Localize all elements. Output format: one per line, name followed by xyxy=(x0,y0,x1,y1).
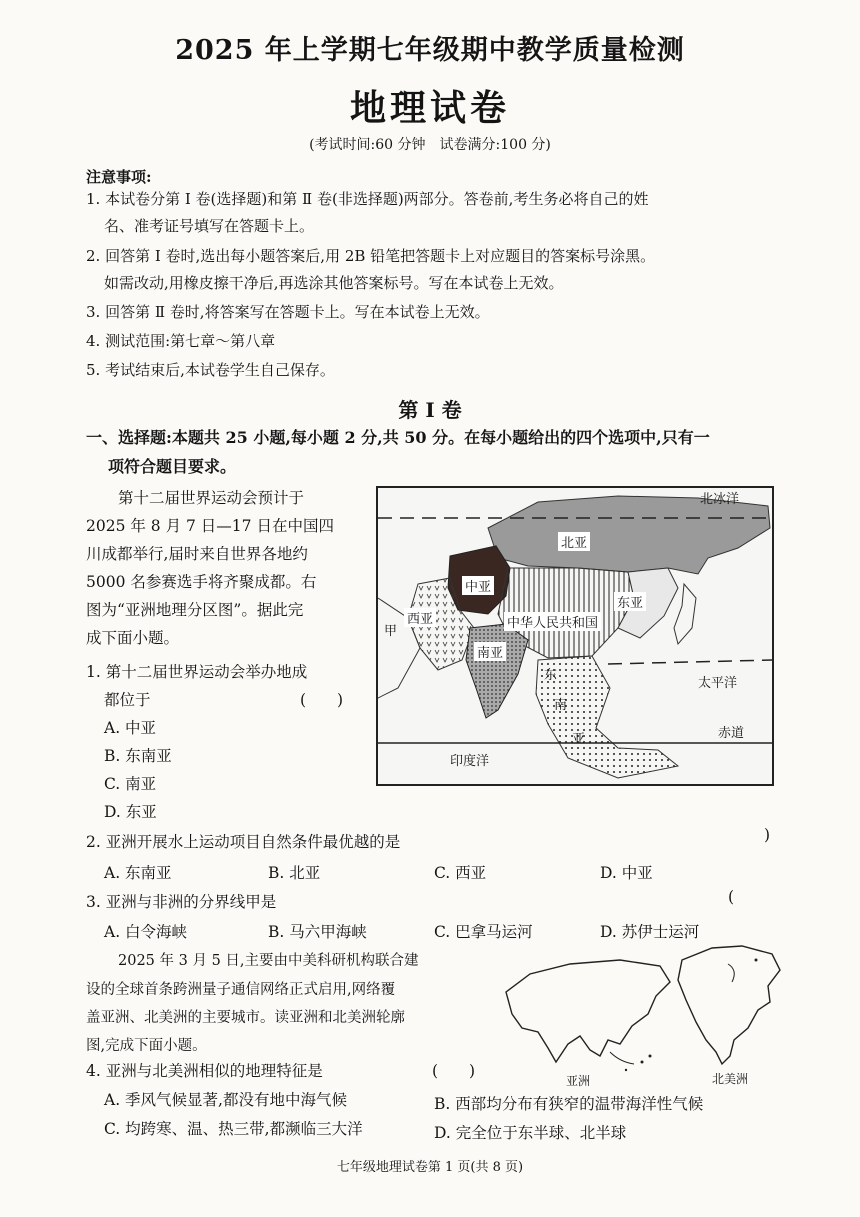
q2-option-b: B. 北亚 xyxy=(268,864,321,882)
asia-caption: 亚洲 xyxy=(566,1074,591,1088)
map-label-south-asia: 南亚 xyxy=(474,642,506,661)
q1-option-d: D. 东亚 xyxy=(104,803,157,821)
exam-info: (考试时间:60 分钟 试卷满分:100 分) xyxy=(309,137,551,153)
note-item: 2. 回答第 Ⅰ 卷时,选出每小题答案后,用 2B 铅笔把答题卡上对应题目的答案标号涂黑。 xyxy=(86,247,656,265)
answer-paren: ) xyxy=(764,826,771,844)
q3-option-c: C. 巴拿马运河 xyxy=(434,923,533,941)
map-label-pacific: 太平洋 xyxy=(698,676,738,691)
map-label-se-dong: 东 xyxy=(544,668,558,683)
passage2-line: 设的全球首条跨洲量子通信网络正式启用,网络覆 xyxy=(86,982,396,998)
q1-option-b: B. 东南亚 xyxy=(104,747,172,765)
q1-option-c: C. 南亚 xyxy=(104,775,157,793)
map-label-se-nan: 南 xyxy=(554,698,568,713)
notes-heading: 注意事项: xyxy=(86,168,152,186)
q4-option-d: D. 完全位于东半球、北半球 xyxy=(434,1124,627,1142)
note-item: 4. 测试范围:第七章～第八章 xyxy=(86,332,276,350)
map-label-central-asia: 中亚 xyxy=(462,576,494,595)
passage-line: 2025 年 8 月 7 日—17 日在中国四 xyxy=(86,517,334,535)
passage2-line: 图,完成下面小题。 xyxy=(86,1038,207,1054)
q4-option-a: A. 季风气候显著,都没有地中海气候 xyxy=(104,1091,347,1109)
q2-option-a: A. 东南亚 xyxy=(104,864,172,882)
q4-option-b: B. 西部均分布有狭窄的温带海洋性气候 xyxy=(434,1095,704,1113)
q3-option-a: A. 白令海峡 xyxy=(104,923,188,941)
passage-line: 第十二届世界运动会预计于 xyxy=(118,489,305,507)
map-label-china: 中华人民共和国 xyxy=(504,612,601,631)
passage-line: 图为“亚洲地理分区图”。据此完 xyxy=(86,601,304,619)
note-item: 如需改动,用橡皮擦干净后,再选涂其他答案标号。写在本试卷上无效。 xyxy=(104,274,564,292)
passage2-line: 盖亚洲、北美洲的主要城市。读亚洲和北美洲轮廓 xyxy=(86,1010,405,1026)
question-1-cont: 都位于 xyxy=(104,691,151,709)
passage2-line: 2025 年 3 月 5 日,主要由中美科研机构联合建 xyxy=(118,953,419,969)
map-label-indian-ocean: 印度洋 xyxy=(450,754,490,769)
q2-option-d: D. 中亚 xyxy=(600,864,653,882)
question-4: 4. 亚洲与北美洲相似的地理特征是 xyxy=(86,1062,323,1080)
answer-paren: ( xyxy=(728,888,735,906)
page-footer: 七年级地理试卷第 1 页(共 8 页) xyxy=(336,1160,524,1175)
q3-option-b: B. 马六甲海峡 xyxy=(268,923,367,941)
mcq-instructions-cont: 项符合题目要求。 xyxy=(108,457,237,476)
q4-option-c: C. 均跨寒、温、热三带,都濒临三大洋 xyxy=(104,1120,363,1138)
answer-paren: ( ) xyxy=(432,1062,476,1080)
section-title: 第 Ⅰ 卷 xyxy=(398,398,462,422)
north-america-outline-graphic xyxy=(672,940,788,1080)
map-label-jia: 甲 xyxy=(384,624,398,639)
note-item: 3. 回答第 Ⅱ 卷时,将答案写在答题卡上。写在本试卷上无效。 xyxy=(86,303,490,321)
note-item: 名、准考证号填写在答题卡上。 xyxy=(104,217,315,235)
asia-outline-graphic xyxy=(500,952,676,1080)
map-label-arctic: 北冰洋 xyxy=(700,492,740,507)
note-item: 5. 考试结束后,本试卷学生自己保存。 xyxy=(86,361,335,379)
q3-option-d: D. 苏伊士运河 xyxy=(600,923,700,941)
north-america-outline-map xyxy=(672,940,788,1086)
question-3: 3. 亚洲与非洲的分界线甲是 xyxy=(86,893,277,911)
question-2: 2. 亚洲开展水上运动项目自然条件最优越的是 xyxy=(86,833,401,851)
passage-line: 成下面小题。 xyxy=(86,629,180,647)
map-label-se-ya: 亚 xyxy=(572,732,586,747)
mcq-instructions: 一、选择题:本题共 25 小题,每小题 2 分,共 50 分。在每小题给出的四个选项中,只有一 xyxy=(86,428,710,447)
subject-title: 地理试卷 xyxy=(349,87,510,129)
map-label-equator: 赤道 xyxy=(718,726,745,741)
answer-paren: ( ) xyxy=(300,691,344,709)
question-1: 1. 第十二届世界运动会举办地成 xyxy=(86,663,308,681)
map-label-north-asia: 北亚 xyxy=(558,532,590,551)
q2-option-c: C. 西亚 xyxy=(434,864,487,882)
map-label-east-asia: 东亚 xyxy=(614,592,646,611)
asia-region-map xyxy=(376,486,774,786)
passage-line: 5000 名参赛选手将齐聚成都。右 xyxy=(86,573,317,591)
note-item: 1. 本试卷分第 Ⅰ 卷(选择题)和第 Ⅱ 卷(非选择题)两部分。答卷前,考生务必将自己的姓 xyxy=(86,190,649,208)
asia-outline-map xyxy=(500,952,676,1088)
na-caption: 北美洲 xyxy=(712,1072,749,1086)
passage-line: 川成都举行,届时来自世界各地约 xyxy=(86,545,308,563)
q1-option-a: A. 中亚 xyxy=(104,719,157,737)
exam-title: 2025 年上学期七年级期中教学质量检测 xyxy=(175,35,685,66)
map-label-west-asia: 西亚 xyxy=(404,608,436,627)
